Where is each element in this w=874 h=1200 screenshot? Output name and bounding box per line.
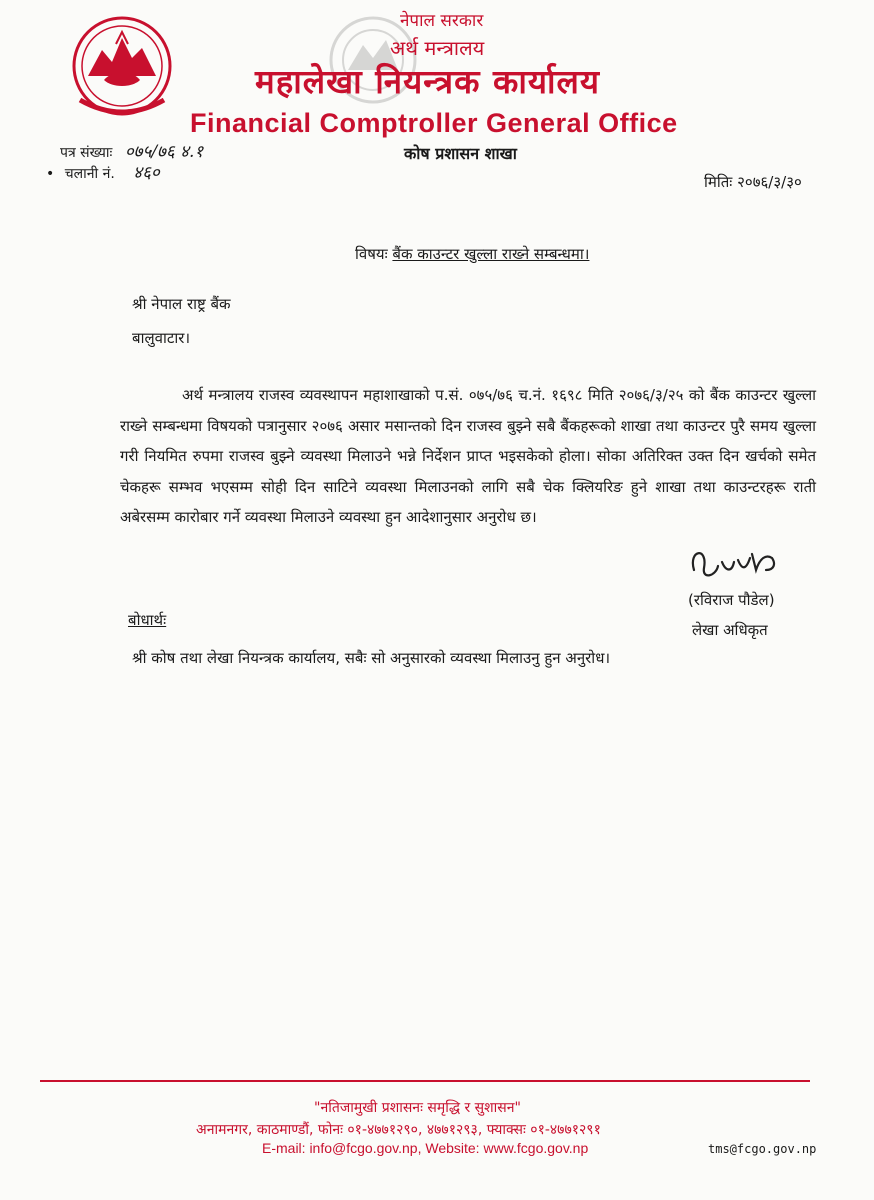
header-office-nepali: महालेखा नियन्त्रक कार्यालय [255,62,601,101]
header-line1: नेपाल सरकार [400,11,484,31]
subject-label: विषयः [355,245,388,263]
subject-line [355,244,589,264]
department-name: कोष प्रशासन शाखा [404,144,517,163]
letter-body: अर्थ मन्त्रालय राजस्व व्यवस्थापन महाशाखाको प.सं. ०७५/७६ च.नं. १६९८ मिति २०७६/३/२५ को बैंक काउन्टर खुल्ला राख्ने सम्बन्धमा विषयको पत्रानुसार २०७६ असार मसान्तको दिन राजस्व बुझ्ने सबै बैंकहरूको शाखा तथा काउन्टर पुरै समय खुल्ला गरी नियमित रुपमा राजस्व बुझ्ने व्यवस्था मिलाउने भन्ने निर्देशन प्राप्त भइसकेको होला। सोका अतिरिक्त उक्त दिन खर्चको समेत चेकहरू सम्भव भएसम्म सोही दिन साटिने व्यवस्था मिलाउनको लागि सबै चेक क्लियरिङ हुने शाखा तथा काउन्टरहरू राती अबेरसम्म कारोबार गर्ने व्यवस्था मिलाउने व्यवस्था हुन आदेशानुसार अनुरोध छ। [120,386,816,526]
cc-text: श्री कोष तथा लेखा नियन्त्रक कार्यालय, सबैः सो अनुसारको व्यवस्था मिलाउनु हुन अनुरोध। [132,649,611,667]
ref-value: ०७५/७६ ४.१ [124,142,204,162]
footer-divider [40,1080,810,1082]
cc-heading: बोधार्थः [128,611,167,629]
ref-number [60,139,203,162]
header-office-english: Financial Comptroller General Office [190,108,678,138]
recipient-place: बालुवाटार। [132,329,191,347]
footer-address: अनामनगर, काठमाण्डौं, फोनः ०१-४७७१२९०, ४७७१२९३, फ्याक्सः ०१-४७७१२९१ [196,1122,601,1138]
signature-icon [686,540,786,590]
recipient-name: श्री नेपाल राष्ट्र बैंक [132,295,231,313]
subject-text: बैंक काउन्टर खुल्ला राख्ने सम्बन्धमा। [392,245,590,263]
tms-email: tms@fcgo.gov.np [708,1142,817,1156]
letter-date: मितिः २०७६/३/३० [704,173,802,191]
ref-label: पत्र संख्याः [60,145,113,161]
government-emblem-icon [66,14,178,122]
footer-motto: "नतिजामुखी प्रशासनः समृद्धि र सुशासन" [314,1100,521,1116]
footer-contact: E-mail: info@fcgo.gov.np, Website: www.fcgo.gov.np [262,1140,589,1156]
header-ministry: अर्थ मन्त्रालय [390,36,485,60]
dispatch-number: • चलानी नं. ४६० [46,163,160,183]
signatory-name: (रविराज पौडेल) [688,591,775,609]
dispatch-label: चलानी नं. [64,166,115,182]
signatory-title: लेखा अधिकृत [692,621,768,639]
dispatch-value: ४६० [133,163,160,183]
